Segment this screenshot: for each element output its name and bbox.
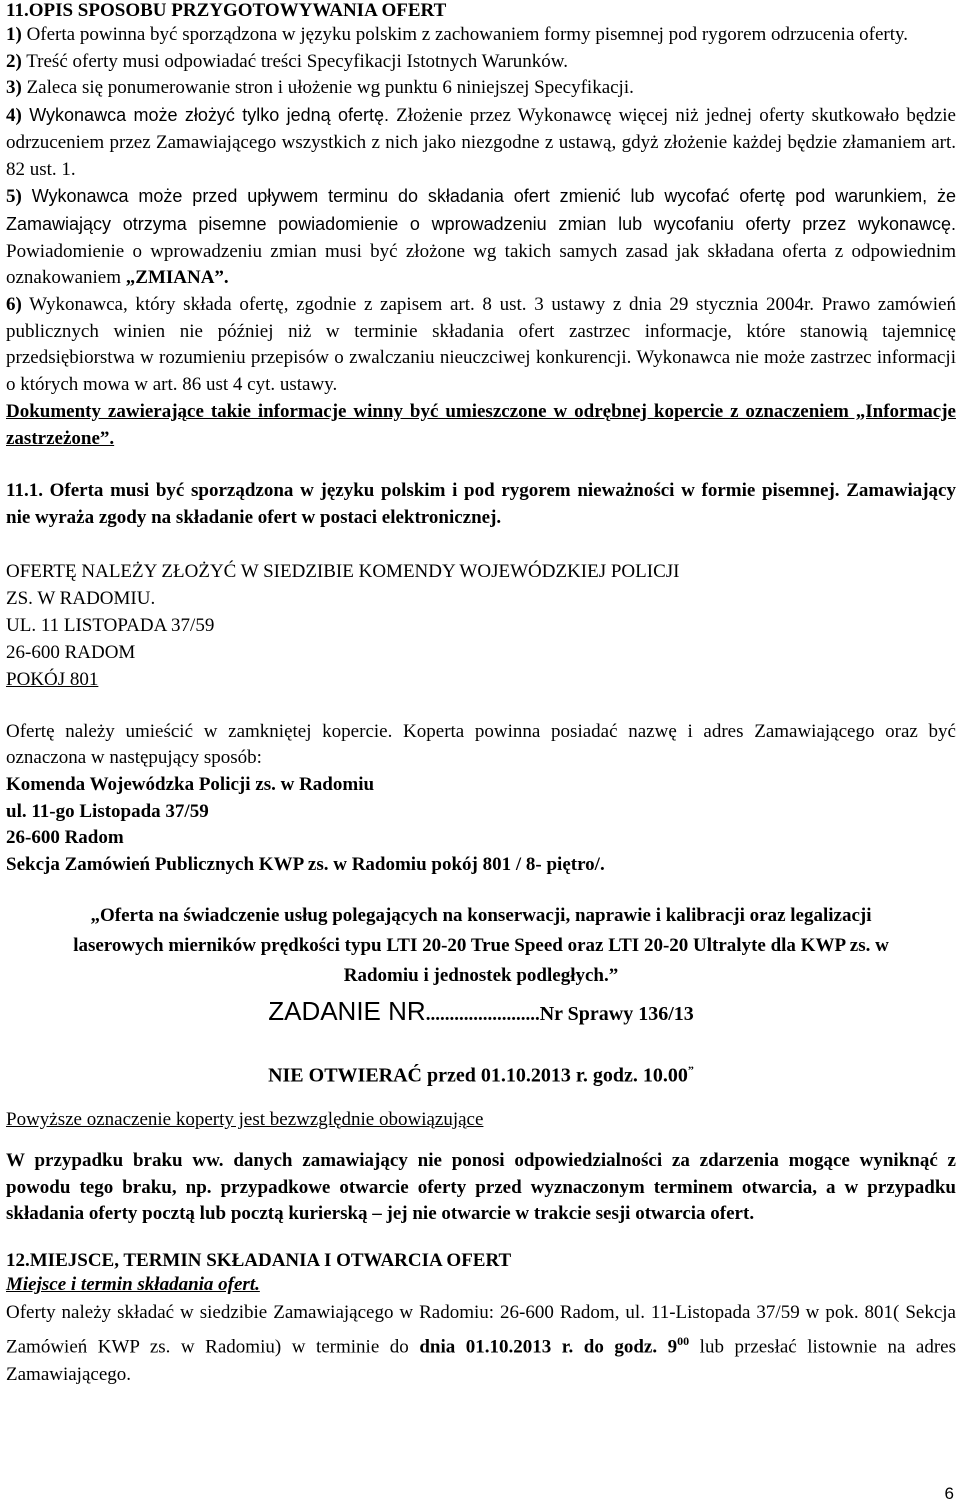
mandatory-note: Powyższe oznaczenie koperty jest bezwzględnie obowiązujące — [6, 1109, 484, 1131]
room-number: POKÓJ 801 — [6, 668, 99, 690]
document-page — [6, 0, 956, 1389]
section-11-heading: 11.OPIS SPOSOBU PRZYGOTOWYWANIA OFERT — [6, 0, 447, 21]
point-6: 6) Wykonawca, który składa ofertę, zgodnie z zapisem art. 8 ust. 3 ustawy z dnia 29 stycznia 2004r. Prawo zamówień publicznych winien nie później niż w terminie składania ofert zastrzec informacje, które stanowią tajemnicę przedsiębiorstwa w rozumieniu przepisów o zwalczaniu nieuczciwej konkurencji. Wykonawca nie może zastrzec informacji o których mowa w art. 86 ust 4 cyt. ustawy. Dokumenty zawierające takie informacje winny być umieszczone w odrębnej kopercie z oznaczeniem „Informacje zastrzeżone”. — [6, 294, 956, 449]
offer-title: „Oferta na świadczenie usług polegających na konserwacji, naprawie i kalibracji oraz legalizacji laserowych mierników prędkości typu LTI 20-20 True Speed oraz LTI 20-20 Ultralyte dla KWP zs. w Radomiu i jednostek podległych.” — [73, 904, 889, 986]
submission-terms: Oferty należy składać w siedzibie Zamawiającego w Radomiu: 26-600 Radom, ul. 11-Listopada 37/59 w pok. 801( Sekcja Zamówień KWP zs. w Radomiu) w terminie do dnia 01.10.2013 r. do godz. $9^{00}$ lub przesłać listownie na adres Zamawiającego. — [6, 1301, 956, 1386]
task-line: ZADANIE NR........................Nr Sprawy 136/13 — [268, 995, 694, 1026]
confidential-info-note: Dokumenty zawierające takie informacje winny być umieszczone w odrębnej kopercie z oznaczeniem „Informacje zastrzeżone”. — [6, 400, 956, 449]
point-1: 1) Oferta powinna być sporządzona w języku polskim z zachowaniem formy pisemnej pod rygorem odrzucenia oferty. — [6, 24, 909, 45]
page-number: 6 — [944, 1484, 954, 1503]
point-5: 5) Wykonawca może przed upływem terminu do składania ofert zmienić lub wycofać ofertę pod warunkiem, że Zamawiający otrzyma pisemne powiadomienie o wprowadzeniu zmian lub wycofaniu oferty przez wykonawcę. Powiadomienie o wprowadzeniu zmian musi być złożone wg takich samych zasad jak składana oferta z odpowiednim oznakowaniem „ZMIANA”. — [6, 186, 956, 289]
section-11-1: 11.1. Oferta musi być sporządzona w języku polskim i pod rygorem nieważności w formie pisemnej. Zamawiający nie wyraża zgody na składanie ofert w postaci elektronicznej. — [6, 480, 956, 528]
submission-address: OFERTĘ NALEŻY ZŁOŻYĆ W SIEDZIBIE KOMENDY WOJEWÓDZKIEJ POLICJI ZS. W RADOMIU. UL. 11 LISTOPADA 37/59 26-600 RADOM POKÓJ 801 — [6, 558, 956, 693]
section-12-subheading: Miejsce i termin składania ofert. — [6, 1274, 260, 1296]
do-not-open-notice: NIE OTWIERAĆ przed 01.10.2013 r. godz. 10.00” — [268, 1062, 694, 1087]
envelope-address: Komenda Wojewódzka Policji zs. w Radomiu ul. 11-go Listopada 37/59 26-600 Radom Sekcja Zamówień Publicznych KWP zs. w Radomiu pokój 801 / 8- piętro/. — [6, 774, 605, 876]
section-12-heading: 12.MIEJSCE, TERMIN SKŁADANIA I OTWARCIA OFERT — [6, 1250, 512, 1272]
point-3: 3) Zaleca się ponumerowanie stron i ułożenie wg punktu 6 niniejszej Specyfikacji. — [6, 77, 634, 99]
envelope-instructions: Ofertę należy umieścić w zamkniętej kopercie. Koperta powinna posiadać nazwę i adres Zamawiającego oraz być oznaczona w następujący sposób: — [6, 720, 956, 769]
point-2: 2) Treść oferty musi odpowiadać treści Specyfikacji Istotnych Warunków. — [6, 50, 569, 72]
liability-note: W przypadku braku ww. danych zamawiający nie ponosi odpowiedzialności za zdarzenia mogące wyniknąć z powodu tego braku, np. przypadkowe otwarcie oferty przed wyznaczonym terminem otwarcia, a w przypadku składania oferty pocztą lub pocztą kurierską – jej nie otwarcie w trakcie sesji otwarcia ofert. — [6, 1149, 956, 1225]
point-4: 4) Wykonawca może złożyć tylko jedną ofertę. Złożenie przez Wykonawcę więcej niż jednej oferty skutkowało będzie odrzuceniem przez Zamawiającego wszystkich z nich jako niezgodne z ustawą, gdyż złożenie każdej będzie złamaniem art. 82 ust. 1. — [6, 105, 956, 180]
